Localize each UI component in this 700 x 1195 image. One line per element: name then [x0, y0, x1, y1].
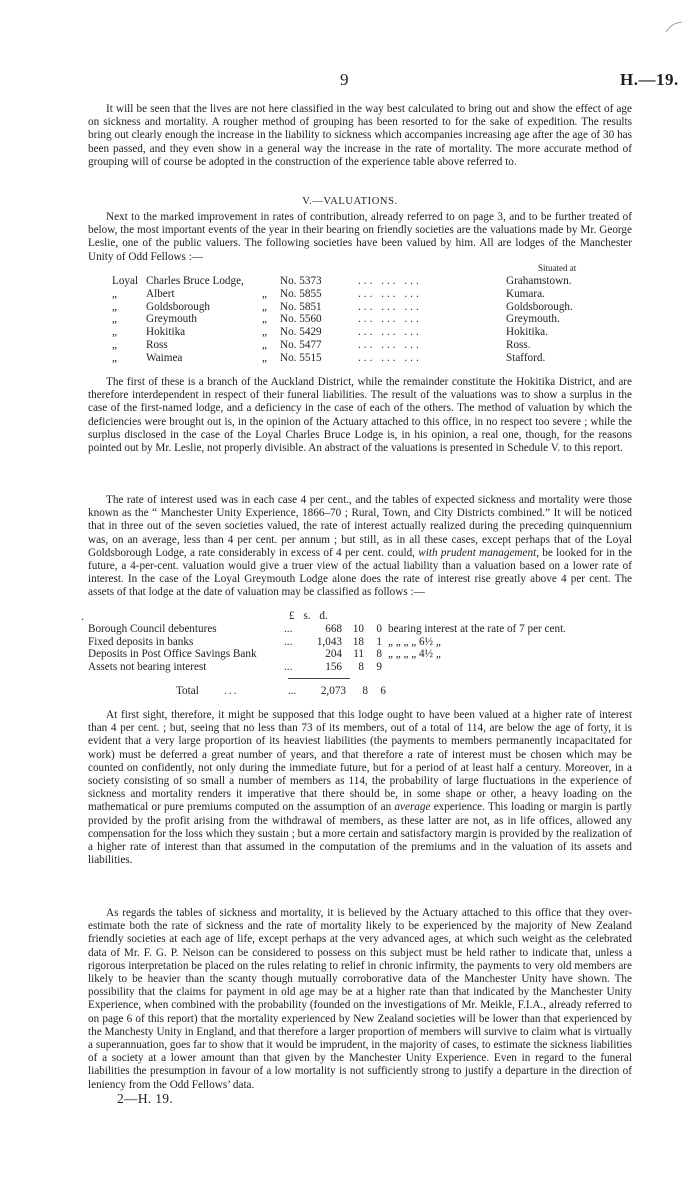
lodge-location: Ross. — [506, 338, 531, 351]
footer-code: 2—H. 19. — [117, 1091, 174, 1106]
asset-leader: ... — [284, 660, 293, 673]
asset-pounds: 1,043 — [316, 635, 342, 648]
lodge-ditto: „ — [262, 313, 267, 326]
total-leader: ... — [288, 685, 297, 697]
asset-label: Fixed deposits in banks — [88, 635, 194, 648]
asset-row — [88, 636, 566, 649]
lodge-name: Waimea — [146, 351, 183, 364]
lodge-ditto: „ — [262, 351, 267, 364]
total-pence: 6 — [380, 685, 386, 697]
italic-phrase: average — [394, 801, 431, 814]
paragraph-valuation-results: The first of these is a branch of the Auckland District, while the remainder constitute the Hokitika District, and are therefore interdependent in respect of their funeral liabilities. The result of the valuations was to show a surplus in the case of the first-named lodge, and a deficiency in the case of each of the others. The method of valuation by which the deficiencies were brought out is, in the opinion of the Actuary attached to this office, in no respect too severe ; while the surplus disclosed in the case of the Loyal Charles Bruce Lodge is, in his opinion, a real one, though, for the reasons pointed out by Mr. Leslie, not properly divisible. An abstract of the valuations is presented in Schedule V. to this report. — [88, 376, 632, 455]
lodge-location: Goldsborough. — [506, 300, 573, 313]
assets-table — [88, 623, 566, 673]
asset-label: Deposits in Post Office Savings Bank — [88, 648, 257, 660]
lodge-location: Greymouth. — [506, 313, 560, 326]
lodge-name: Ross — [146, 338, 168, 351]
lodge-name: Goldsborough — [146, 300, 211, 313]
lodge-leader: ... ... ... — [358, 351, 422, 364]
lodge-leader: ... ... ... — [358, 300, 422, 313]
asset-interest: „ „ „ „ 6½ „ — [388, 635, 441, 648]
lodge-ditto — [262, 275, 280, 288]
text-run: The rate of interest used was in each case 4 per cent., and the tables of expected sickness and mortality were those known as the “ Manchester Unity Experience, 1866–70 ; Rural, Town, and City Districts combined.” It will be noticed that in three out of the seven societies valued, the rate of interest actually realized during the preceding quinquennium was, on an average, less than 4 per cent. per annum ; but still, as in all these cases, except perhaps that of the Loyal Goldsborough Lodge, a rate considerably in excess of 4 per cent. could, — [88, 494, 632, 559]
asset-row — [88, 623, 566, 636]
asset-leader: ... — [284, 623, 293, 635]
text-run: , be looked for in the future, a 4-per-cent. valuation would give a truer view of the actual liability than a valuation based on a lower rate of interest. In the case of the Loyal Greymouth Lodge alone does the rate of interest rise greatly above 4 per cent. The assets of that lodge at the date of valuation may be classified as follows :— — [88, 546, 632, 599]
asset-label: Assets not bearing interest — [88, 660, 207, 673]
document-code: H.—19. — [620, 70, 679, 89]
lodge-prefix: „ — [112, 326, 117, 339]
text-run: experience. This loading or margin is partly provided by the profit arising from the withdrawal of members, as these latter are not, as in life offices, allowed any compensation for the loss which they sustain ; but a more certain and satisfactory margin is provided by the realization of a higher rate of interest than that assumed in the computation of the premiums and in the valuation of its assets and liabilities. — [88, 801, 632, 867]
lodge-prefix: „ — [112, 313, 117, 326]
lodge-row — [112, 339, 573, 352]
lodge-location: Grahamstown. — [506, 275, 572, 287]
lodge-prefix: Loyal — [112, 275, 139, 287]
asset-shillings: 11 — [353, 648, 364, 660]
asset-pence: 0 — [376, 623, 382, 635]
lodge-location: Stafford. — [506, 351, 546, 364]
lodge-prefix: „ — [112, 300, 117, 313]
lodge-prefix: „ — [112, 351, 117, 364]
lodges-table — [112, 275, 573, 365]
lodge-location: Hokitika. — [506, 326, 548, 339]
lodge-row — [112, 313, 573, 326]
lodge-number: No. 5515 — [280, 351, 322, 364]
total-label: Total — [176, 685, 199, 697]
asset-leader: ... — [284, 635, 293, 648]
paragraph-greymouth-analysis — [88, 709, 632, 867]
section-heading: V.—VALUATIONS. — [302, 196, 398, 207]
lodge-ditto: „ — [262, 300, 267, 313]
pencil-mark — [664, 20, 684, 34]
lodge-leader: ... ... ... — [358, 326, 422, 339]
lodge-leader: ... ... ... — [358, 287, 422, 300]
lodge-number: No. 5855 — [280, 287, 322, 300]
paragraph-grouping: It will be seen that the lives are not here classified in the way best calculated to bring out and show the effect of age on sickness and mortality. A rougher method of grouping has been resorted to for the sake of expedition. The results bring out clearly enough the increase in the liability to sickness which accompanies increasing age after the age of 30 has been passed, and they even show in a general way the increase in the rate of mortality. The more accurate method of grouping will of course be adopted in the construction of the experience table above referred to. — [88, 103, 632, 168]
lodge-number: No. 5477 — [280, 338, 322, 351]
total-row — [176, 685, 390, 698]
money-column-header: £ s. d. — [289, 610, 328, 622]
lodge-prefix: „ — [112, 287, 117, 300]
asset-pence: 1 — [376, 635, 382, 648]
paragraph-interest-rate — [88, 494, 632, 600]
lodge-ditto: „ — [262, 338, 267, 351]
lodge-name: Albert — [146, 287, 175, 300]
total-dots: ... — [224, 685, 239, 697]
asset-interest — [386, 661, 566, 674]
page-number: 9 — [340, 70, 349, 89]
asset-pounds: 156 — [325, 660, 342, 673]
asset-shillings: 8 — [358, 660, 364, 673]
lodge-ditto: „ — [262, 287, 267, 300]
lodge-number: No. 5373 — [280, 275, 322, 287]
asset-interest: bearing interest at the rate of 7 per cent. — [388, 623, 566, 635]
lodge-leader: ... ... ... — [358, 338, 422, 351]
lodge-name: Charles Bruce Lodge, — [146, 275, 244, 287]
lodge-row — [112, 288, 573, 301]
asset-shillings: 10 — [352, 623, 364, 635]
asset-shillings: 18 — [352, 635, 364, 648]
lodge-leader: ... ... ... — [358, 313, 422, 326]
lodge-name: Hokitika — [146, 326, 186, 339]
asset-leader — [284, 648, 304, 661]
lodge-number: No. 5429 — [280, 326, 322, 339]
lodge-leader: ... ... ... — [358, 275, 422, 287]
lodge-prefix: „ — [112, 338, 117, 351]
margin-mark: . — [81, 609, 84, 623]
asset-label: Borough Council debentures — [88, 623, 217, 635]
asset-pounds: 668 — [325, 623, 342, 635]
paragraph-valuations-intro: Next to the marked improvement in rates of contribution, already referred to on page 3, and to be further treated of below, the most important events of the year in their bearing on friendly societies are the valuations made by Mr. George Leslie, one of the public valuers. The following societies have been valued by him. All are lodges of the Manchester Unity of Odd Fellows :— — [88, 211, 632, 263]
lodge-row — [112, 352, 573, 365]
asset-pounds: 204 — [325, 648, 342, 660]
lodge-number: No. 5560 — [280, 313, 322, 326]
asset-row — [88, 648, 566, 661]
total-shillings: 8 — [362, 685, 368, 697]
asset-interest: „ „ „ „ 4½ „ — [388, 648, 441, 660]
lodge-ditto: „ — [262, 326, 267, 339]
lodge-location: Kumara. — [506, 287, 545, 300]
lodge-row — [112, 326, 573, 339]
asset-row — [88, 661, 566, 674]
italic-phrase: with prudent management — [418, 546, 537, 559]
lodge-number: No. 5851 — [280, 300, 322, 313]
lodge-name: Greymouth — [146, 313, 197, 326]
situated-at-label: Situated at — [538, 263, 577, 273]
asset-pence: 8 — [376, 648, 382, 660]
total-pounds: 2,073 — [320, 685, 346, 697]
total-rule — [288, 678, 350, 679]
asset-pence: 9 — [376, 660, 382, 673]
lodge-row — [112, 301, 573, 314]
lodge-row — [112, 275, 573, 288]
paragraph-sickness-tables: As regards the tables of sickness and mortality, it is believed by the Actuary attached to this office that they over-estimate both the rate of sickness and the rate of mortality likely to be experienced by the majority of New Zealand friendly societies at each age of life, except perhaps at the very advanced ages, at which such weight as the celebrated data of Mr. F. G. P. Neison can be considered to possess on this subject must be held rather to indicate that, unless a rigorous interpretation be placed on the rules relating to relief in chronic infirmity, the payments to very old members are likely to be heavier than the scanty though mutually corroborative data of the Manchester Unity have shown. The possibility that the claims for payment in old age may be at a higher rate than that indicated by the Manchester Unity Experience, when combined with the probability (founded on the investigations of Mr. Meikle, F.I.A., already referred to on page 6 of this report) that the mortality experienced by New Zealand societies will be lower than that experienced by the Manchesty Unity in England, and that therefore a larger proportion of members will survive to claim what is virtually a superannuation, goes far to show that it would be imprudent, in the majority of cases, to estimate the sickness liabilities of a society at a lower amount than that given by the Manchester Unity Experience. Even in regard to the funeral liabilities the presumption in favour of a low mortality is not sufficiently strong to justify a departure in the direction of leniency from the Odd Fellows’ data. — [88, 907, 632, 1091]
text-run: At first sight, therefore, it might be supposed that this lodge ought to have been valued at a higher rate of interest than 4 per cent. ; but, seeing that no less than 73 of its members, out of a total of 114, are below the age of forty, it is evident that a very large proportion of its heaviest liabilities (the payments to members permanently incapacitated for work) must be deferred a great number of years, and that therefore a rate of interest must be chosen which may be counted on confidently, not only during the immediate future, but for a period of at least half a century. Moreover, in a society consisting of so small a number of members as 114, the probability of large fluctuations in the experience of sickness and mortality renders it imperative that there should be, in some shape or other, a heavy loading on the mathematical or pure premiums computed on the assumption of an — [88, 709, 632, 814]
